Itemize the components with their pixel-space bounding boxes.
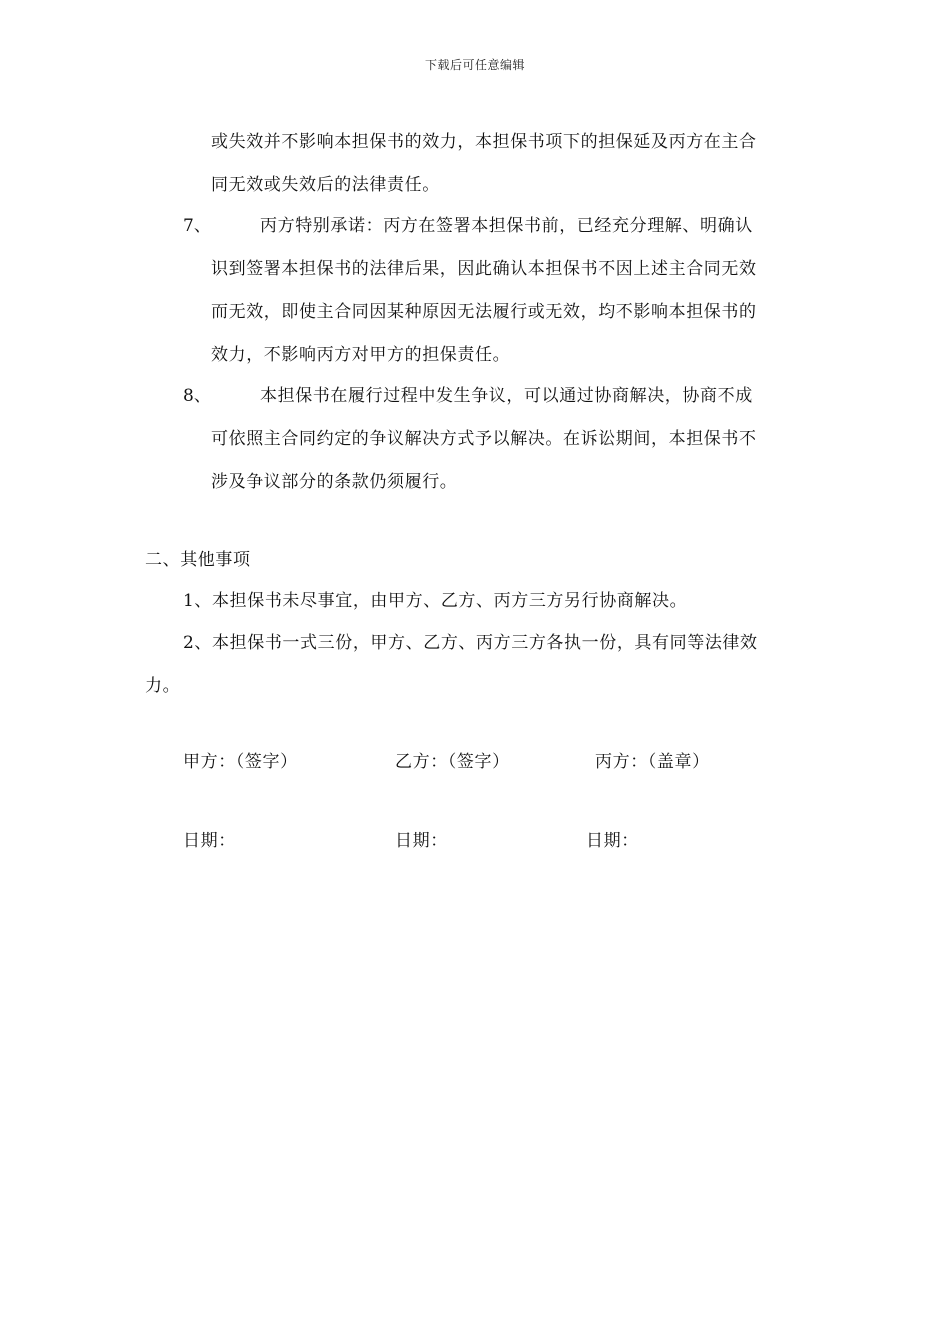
party-b-signature-label: 乙方：（签字） bbox=[395, 752, 510, 772]
item-7-line-1: 丙方特别承诺：丙方在签署本担保书前，已经充分理解、明确认 bbox=[260, 216, 753, 236]
item-7-line-2: 识到签署本担保书的法律后果，因此确认本担保书不因上述主合同无效 bbox=[211, 259, 757, 279]
party-a-signature-label: 甲方：（签字） bbox=[183, 752, 298, 772]
continuation-line-1: 或失效并不影响本担保书的效力，本担保书项下的担保延及丙方在主合 bbox=[211, 132, 757, 152]
section-2-para-2-line-1: 2、本担保书一式三份，甲方、乙方、丙方三方各执一份，具有同等法律效 bbox=[183, 633, 758, 653]
party-b-date-label: 日期： bbox=[395, 831, 448, 851]
item-7-number: 7、 bbox=[183, 216, 211, 236]
item-7-line-3: 而无效，即使主合同因某种原因无法履行或无效，均不影响本担保书的 bbox=[211, 302, 757, 322]
party-c-date-label: 日期： bbox=[586, 831, 639, 851]
page-header: 下载后可任意编辑 bbox=[424, 58, 525, 72]
item-8-number: 8、 bbox=[183, 386, 211, 406]
item-8-line-3: 涉及争议部分的条款仍须履行。 bbox=[211, 472, 458, 492]
section-2-para-1: 1、本担保书未尽事宜，由甲方、乙方、丙方三方另行协商解决。 bbox=[183, 591, 688, 611]
party-c-seal-label: 丙方：（盖章） bbox=[595, 752, 710, 772]
item-8-line-2: 可依照主合同约定的争议解决方式予以解决。在诉讼期间，本担保书不 bbox=[211, 429, 757, 449]
item-7-line-4: 效力，不影响丙方对甲方的担保责任。 bbox=[211, 345, 511, 365]
continuation-line-2: 同无效或失效后的法律责任。 bbox=[211, 175, 440, 195]
item-8-line-1: 本担保书在履行过程中发生争议，可以通过协商解决，协商不成 bbox=[260, 386, 753, 406]
section-2-para-2-line-2: 力。 bbox=[145, 676, 181, 696]
section-2-heading: 二、其他事项 bbox=[145, 550, 251, 570]
party-a-date-label: 日期： bbox=[183, 831, 236, 851]
